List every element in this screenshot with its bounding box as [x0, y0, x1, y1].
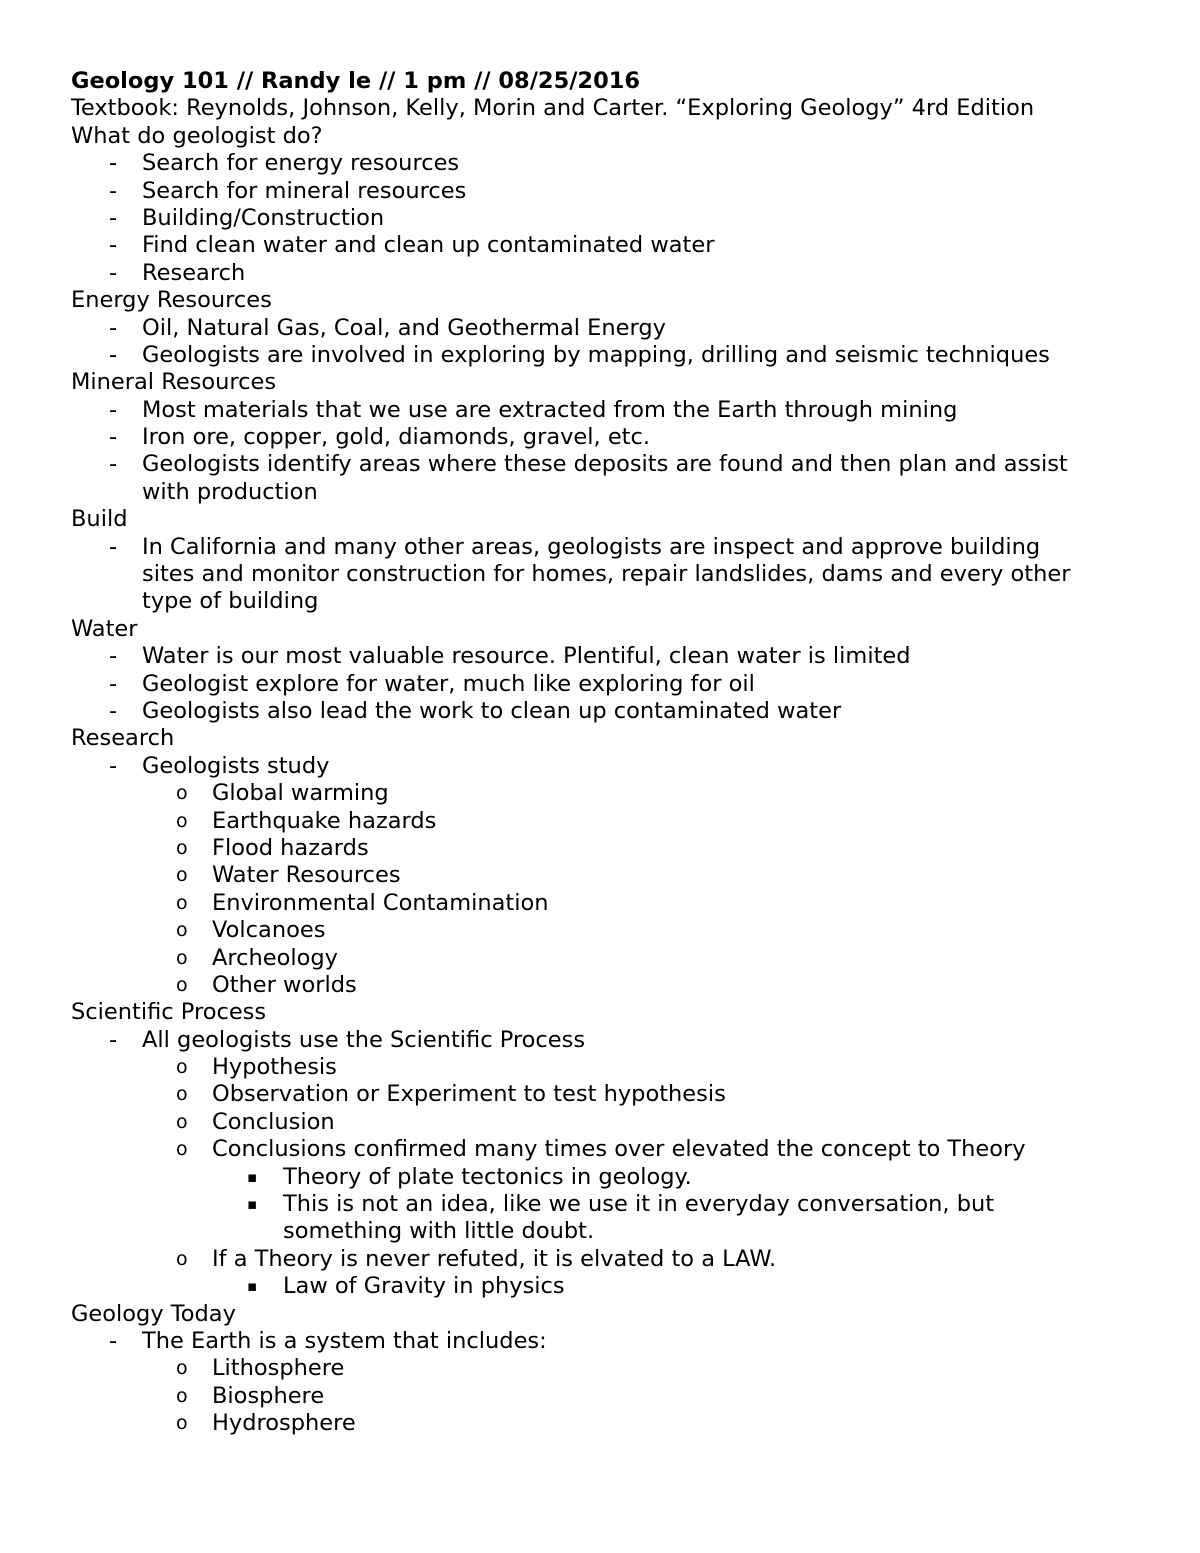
sub-sub-list-item-text: Law of Gravity in physics [283, 1273, 565, 1300]
sub-list-item-text: Volcanoes [212, 917, 326, 944]
circle-bullet-icon: o [176, 864, 188, 887]
square-bullet-icon: ▪ [247, 1195, 258, 1214]
list-item [0, 753, 1200, 780]
sub-list-item-text: Hydrosphere [212, 1410, 356, 1437]
sub-list-item-text: Global warming [212, 780, 389, 807]
sub-list-item [0, 1109, 1200, 1136]
sub-sub-list-item [0, 1273, 1200, 1300]
list-item-text: Oil, Natural Gas, Coal, and Geothermal Energy [142, 314, 666, 341]
sub-list-item [0, 1136, 1200, 1163]
sub-list-item [0, 1054, 1200, 1081]
sub-list-item [0, 1246, 1200, 1273]
dash-marker: - [109, 697, 118, 724]
sub-list-item-text: If a Theory is never refuted, it is elvated to a LAW. [212, 1245, 777, 1272]
dash-marker: - [109, 341, 118, 368]
circle-bullet-icon: o [176, 782, 188, 805]
dash-marker: - [109, 1327, 118, 1354]
dash-marker: - [109, 204, 118, 231]
sub-list-item [0, 780, 1200, 807]
sub-list-item-text: Lithosphere [212, 1355, 345, 1382]
list-item-text: Geologists identify areas where these deposits are found and then plan and assist [142, 451, 1068, 478]
dash-marker: - [109, 670, 118, 697]
section-heading-today: Geology Today [71, 1300, 236, 1327]
sub-sub-list-item-text: This is not an idea, like we use it in everyday conversation, but [283, 1191, 995, 1218]
list-item [0, 205, 1200, 232]
circle-bullet-icon: o [176, 809, 188, 832]
sub-list-item-text: Conclusions confirmed many times over elevated the concept to Theory [212, 1136, 1026, 1163]
section-heading-scientific: Scientific Process [71, 999, 267, 1026]
list-item [0, 451, 1200, 478]
sub-list-item [0, 890, 1200, 917]
circle-bullet-icon: o [176, 1056, 188, 1079]
list-item-text: Building/Construction [142, 204, 385, 231]
circle-bullet-icon: o [176, 891, 188, 914]
sub-list-item [0, 917, 1200, 944]
dash-marker: - [109, 150, 118, 177]
sub-list-item [0, 1081, 1200, 1108]
square-bullet-icon: ▪ [247, 1277, 258, 1296]
dash-marker: - [109, 533, 118, 560]
sub-list-item-text: Earthquake hazards [212, 807, 437, 834]
dash-marker: - [109, 1026, 118, 1053]
list-item-text: All geologists use the Scientific Process [142, 1026, 586, 1053]
sub-list-item [0, 1383, 1200, 1410]
list-item-continuation: sites and monitor construction for homes, repair landslides, dams and every other [142, 561, 1071, 588]
list-item-text: Search for mineral resources [142, 177, 467, 204]
sub-list-item [0, 945, 1200, 972]
list-item-text: Search for energy resources [142, 150, 460, 177]
dash-marker: - [109, 259, 118, 286]
dash-marker: - [109, 451, 118, 478]
sub-list-item-text: Observation or Experiment to test hypothesis [212, 1081, 726, 1108]
list-item-continuation: type of building [142, 588, 319, 615]
textbook-reference: Textbook: Reynolds, Johnson, Kelly, Morin and Carter. “Exploring Geology” 4rd Edition [71, 95, 1035, 122]
list-item-text: Iron ore, copper, gold, diamonds, gravel, etc. [142, 424, 651, 451]
sub-list-item [0, 808, 1200, 835]
sub-list-item-text: Water Resources [212, 862, 401, 889]
section-heading-mineral: Mineral Resources [71, 369, 277, 396]
list-item [0, 342, 1200, 369]
circle-bullet-icon: o [176, 1412, 188, 1435]
sub-list-item-text: Biosphere [212, 1382, 325, 1409]
dash-marker: - [109, 396, 118, 423]
sub-list-item [0, 1410, 1200, 1437]
list-item [0, 315, 1200, 342]
sub-list-item [0, 835, 1200, 862]
circle-bullet-icon: o [176, 1247, 188, 1270]
sub-sub-list-item [0, 1164, 1200, 1191]
list-item-text: Geologists are involved in exploring by mapping, drilling and seismic techniques [142, 341, 1050, 368]
list-item [0, 698, 1200, 725]
list-item [0, 232, 1200, 259]
square-bullet-icon: ▪ [247, 1167, 258, 1186]
list-item [0, 1027, 1200, 1054]
sub-sub-list-item-text: Theory of plate tectonics in geology. [283, 1163, 692, 1190]
circle-bullet-icon: o [176, 1110, 188, 1133]
sub-sub-list-item [0, 1191, 1200, 1218]
list-item-text: Geologists also lead the work to clean up contaminated water [142, 697, 842, 724]
list-item-text: Most materials that we use are extracted from the Earth through mining [142, 396, 958, 423]
list-item [0, 534, 1200, 561]
section-heading-what: What do geologist do? [71, 122, 323, 149]
section-heading-build: Build [71, 506, 128, 533]
sub-list-item-text: Hypothesis [212, 1054, 337, 1081]
document-title: Geology 101 // Randy le // 1 pm // 08/25/2016 [71, 68, 641, 94]
circle-bullet-icon: o [176, 919, 188, 942]
sub-list-item-text: Other worlds [212, 971, 357, 998]
section-heading-research: Research [71, 725, 175, 752]
sub-list-item [0, 1355, 1200, 1382]
dash-marker: - [109, 424, 118, 451]
list-item-text: Geologists study [142, 752, 330, 779]
list-item-text: Geologist explore for water, much like exploring for oil [142, 670, 755, 697]
sub-list-item-text: Conclusion [212, 1108, 335, 1135]
dash-marker: - [109, 314, 118, 341]
sub-sub-list-item-continuation: something with little doubt. [283, 1218, 595, 1245]
section-heading-energy: Energy Resources [71, 287, 272, 314]
circle-bullet-icon: o [176, 1357, 188, 1380]
circle-bullet-icon: o [176, 973, 188, 996]
sub-list-item-text: Flood hazards [212, 834, 369, 861]
circle-bullet-icon: o [176, 1384, 188, 1407]
list-item-text: Find clean water and clean up contaminated water [142, 232, 715, 259]
sub-list-item-text: Environmental Contamination [212, 889, 549, 916]
sub-list-item [0, 972, 1200, 999]
dash-marker: - [109, 232, 118, 259]
list-item-continuation: with production [142, 478, 318, 505]
list-item-text: Water is our most valuable resource. Plentiful, clean water is limited [142, 643, 911, 670]
circle-bullet-icon: o [176, 1083, 188, 1106]
list-item [0, 643, 1200, 670]
section-heading-water: Water [71, 615, 138, 642]
list-item [0, 150, 1200, 177]
list-item [0, 397, 1200, 424]
dash-marker: - [109, 643, 118, 670]
list-item [0, 1328, 1200, 1355]
list-item [0, 260, 1200, 287]
list-item [0, 178, 1200, 205]
notes-page [0, 68, 1200, 1438]
dash-marker: - [109, 752, 118, 779]
circle-bullet-icon: o [176, 836, 188, 859]
list-item [0, 424, 1200, 451]
sub-list-item [0, 862, 1200, 889]
circle-bullet-icon: o [176, 946, 188, 969]
sub-list-item-text: Archeology [212, 944, 339, 971]
list-item-text: In California and many other areas, geologists are inspect and approve building [142, 533, 1041, 560]
dash-marker: - [109, 177, 118, 204]
circle-bullet-icon: o [176, 1138, 188, 1161]
list-item [0, 671, 1200, 698]
list-item-text: The Earth is a system that includes: [142, 1327, 547, 1354]
list-item-text: Research [142, 259, 246, 286]
